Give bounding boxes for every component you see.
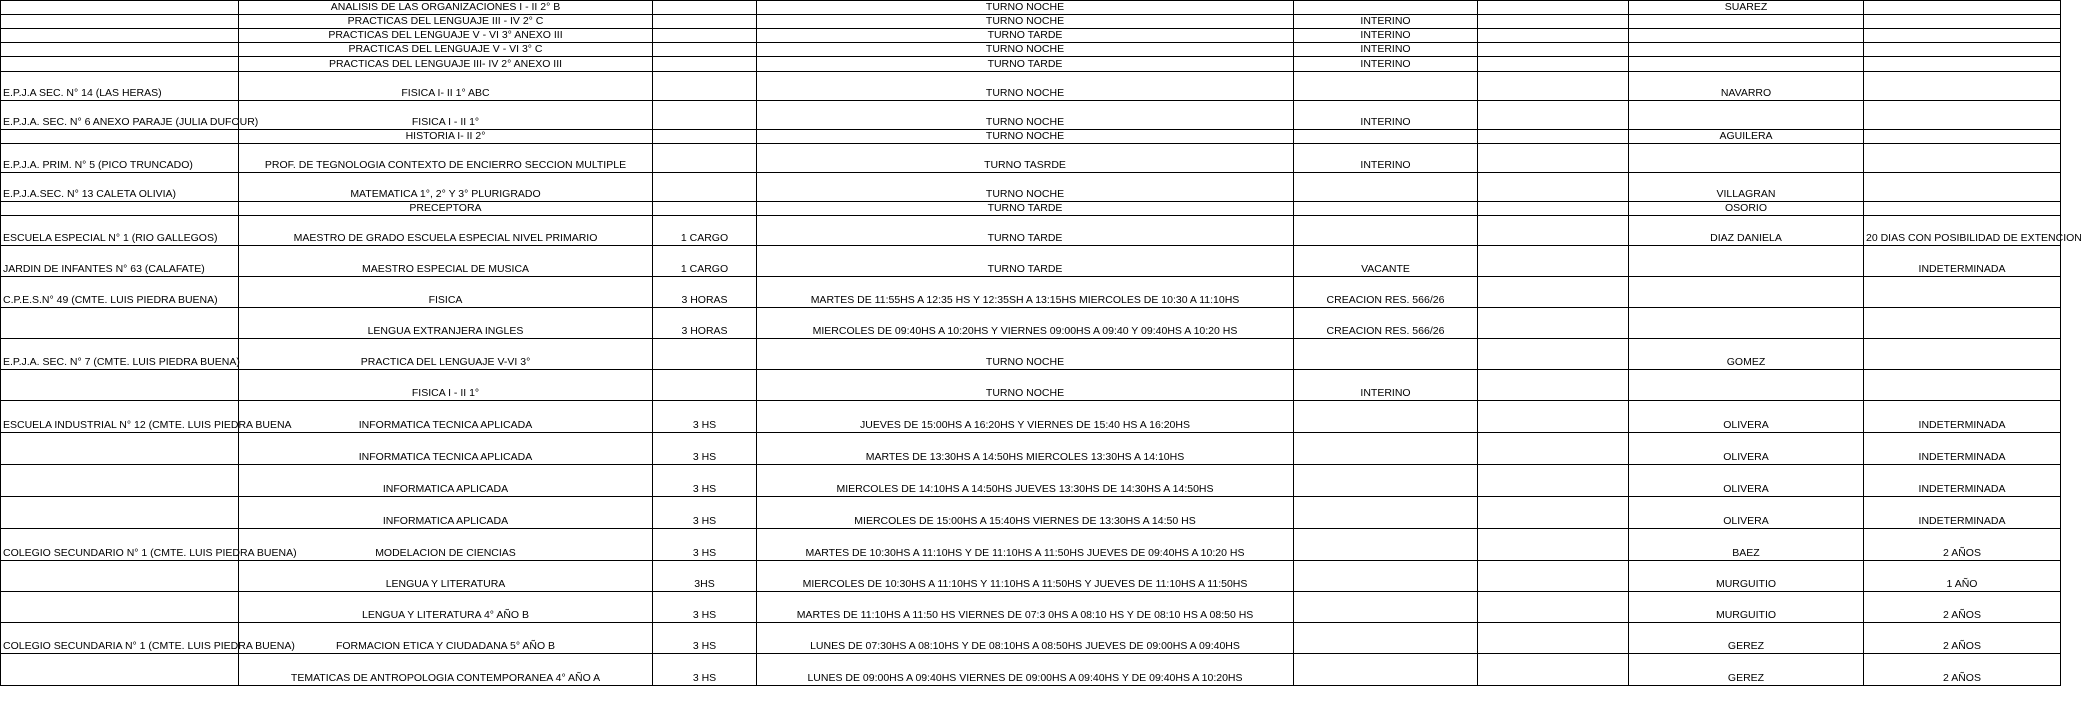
table-cell[interactable]: FORMACION ETICA Y CIUDADANA 5° AÑO B [239,623,653,654]
table-cell[interactable]: 1 CARGO [653,246,757,277]
table-row [1,246,2061,277]
table-cell[interactable] [1478,72,1629,101]
table-cell[interactable] [1864,101,2061,130]
table-cell[interactable] [1,15,239,29]
table-cell[interactable] [1478,101,1629,130]
table-cell[interactable]: DIAZ DANIELA [1629,216,1864,246]
table-cell[interactable] [1478,308,1629,339]
table-cell[interactable] [1478,130,1629,144]
table-cell[interactable]: FISICA I - II 1° [239,101,653,130]
table-cell[interactable] [1,433,239,465]
table-cell[interactable]: INFORMATICA TECNICA APLICADA [239,433,653,465]
table-cell[interactable] [1864,277,2061,308]
table-cell[interactable]: PROF. DE TEGNOLOGIA CONTEXTO DE ENCIERRO SECCION MULTIPLE [239,144,653,173]
table-cell[interactable]: HISTORIA I- II 2° [239,130,653,144]
table-cell[interactable]: TURNO TARDE [757,202,1294,216]
table-row [1,57,2061,72]
table-cell[interactable]: 3 HS [653,623,757,654]
table-cell[interactable] [1629,15,1864,29]
table-row [1,339,2061,370]
table-cell[interactable]: INTERINO [1294,144,1478,173]
table-cell[interactable]: TURNO TARDE [757,57,1294,72]
table-cell[interactable] [1294,497,1478,529]
table-cell[interactable] [1629,57,1864,72]
table-cell[interactable] [1478,561,1629,592]
table-cell[interactable]: TURNO TARDE [757,29,1294,43]
table-cell[interactable] [1294,465,1478,497]
table-body [1,1,2082,686]
table-cell[interactable] [1,1,239,15]
table-cell[interactable]: MURGUITIO [1629,592,1864,623]
table-cell[interactable] [1478,433,1629,465]
table-cell[interactable] [1478,246,1629,277]
table-cell[interactable]: NAVARRO [1629,72,1864,101]
table-cell[interactable]: JUEVES DE 15:00HS A 16:20HS Y VIERNES DE 15:40 HS A 16:20HS [757,401,1294,433]
table-cell[interactable]: PRECEPTORA [239,202,653,216]
table-cell[interactable] [653,29,757,43]
table-cell[interactable] [1478,43,1629,57]
table-cell[interactable]: 3 HORAS [653,277,757,308]
table-cell[interactable]: 2 AÑOS [1864,623,2061,654]
table-row [1,173,2061,202]
table-cell[interactable] [653,57,757,72]
table-cell[interactable] [653,15,757,29]
table-cell[interactable] [653,173,757,202]
table-cell[interactable] [1629,246,1864,277]
table-cell[interactable]: PRACTICAS DEL LENGUAJE V - VI 3° ANEXO III [239,29,653,43]
table-cell[interactable] [1,654,239,686]
table-cell[interactable]: CREACION RES. 566/26 [1294,277,1478,308]
table-cell[interactable]: LENGUA Y LITERATURA 4° AÑO B [239,592,653,623]
table-cell[interactable]: TURNO NOCHE [757,173,1294,202]
table-cell[interactable]: C.P.E.S.N° 49 (CMTE. LUIS PIEDRA BUENA) [1,277,239,308]
table-cell[interactable]: MURGUITIO [1629,561,1864,592]
table-cell[interactable]: TURNO NOCHE [757,1,1294,15]
table-cell[interactable]: TURNO NOCHE [757,130,1294,144]
table-cell[interactable] [1478,339,1629,370]
table-cell[interactable]: PRACTICAS DEL LENGUAJE V - VI 3° C [239,43,653,57]
table-cell[interactable] [1,308,239,339]
table-row [1,497,2061,529]
table-cell[interactable] [1478,173,1629,202]
table-cell[interactable]: MARTES DE 11:10HS A 11:50 HS VIERNES DE 07:3 0HS A 08:10 HS Y DE 08:10 HS A 08:50 HS [757,592,1294,623]
table-cell[interactable]: LUNES DE 09:00HS A 09:40HS VIERNES DE 09:00HS A 09:40HS Y DE 09:40HS A 10:20HS [757,654,1294,686]
table-cell[interactable]: MARTES DE 10:30HS A 11:10HS Y DE 11:10HS A 11:50HS JUEVES DE 09:40HS A 10:20 HS [757,529,1294,561]
table-row [1,370,2061,401]
table-cell[interactable] [1629,144,1864,173]
table-cell[interactable] [653,72,757,101]
table-cell[interactable] [653,370,757,401]
table-cell[interactable]: TURNO TARDE [757,216,1294,246]
table-cell[interactable] [1629,370,1864,401]
table-cell[interactable] [1864,308,2061,339]
table-cell[interactable] [653,101,757,130]
table-row [1,561,2061,592]
table-cell[interactable]: TURNO NOCHE [757,72,1294,101]
table-cell[interactable]: MODELACION DE CIENCIAS [239,529,653,561]
table-cell[interactable]: 3 HS [653,529,757,561]
table-cell[interactable]: INDETERMINADA [1864,497,2061,529]
table-cell[interactable]: MATEMATICA 1°, 2° Y 3° PLURIGRADO [239,173,653,202]
table-cell[interactable]: 3 HS [653,497,757,529]
table-cell[interactable]: TURNO NOCHE [757,101,1294,130]
table-row [1,130,2061,144]
table-cell[interactable]: INDETERMINADA [1864,465,2061,497]
table-cell[interactable] [1,43,239,57]
table-cell[interactable]: GEREZ [1629,654,1864,686]
table-cell[interactable] [1,592,239,623]
table-cell[interactable] [1478,401,1629,433]
table-cell[interactable]: TURNO NOCHE [757,43,1294,57]
table-cell[interactable]: FISICA [239,277,653,308]
table-row [1,308,2061,339]
table-cell[interactable] [1294,654,1478,686]
table-cell[interactable] [1,370,239,401]
table-cell[interactable] [1,202,239,216]
table-cell[interactable] [1,497,239,529]
table-row [1,592,2061,623]
table-cell[interactable] [1478,623,1629,654]
table-cell[interactable]: LUNES DE 07:30HS A 08:10HS Y DE 08:10HS A 08:50HS JUEVES DE 09:00HS A 09:40HS [757,623,1294,654]
table-cell[interactable]: 1 CARGO [653,216,757,246]
table-cell[interactable]: TURNO TARDE [757,246,1294,277]
table-cell[interactable]: E.P.J.A. SEC. N° 6 ANEXO PARAJE (JULIA DUFOUR) [1,101,239,130]
table-cell[interactable]: PRACTICA DEL LENGUAJE V-VI 3° [239,339,653,370]
table-cell[interactable]: TURNO NOCHE [757,339,1294,370]
table-cell[interactable] [1294,216,1478,246]
table-row [1,43,2061,57]
table-cell[interactable] [1,561,239,592]
table-cell[interactable] [1629,43,1864,57]
table-cell[interactable]: COLEGIO SECUNDARIO N° 1 (CMTE. LUIS PIEDRA BUENA) [1,529,239,561]
table-cell[interactable] [1864,72,2061,101]
table-cell[interactable] [1864,144,2061,173]
table-cell[interactable] [1478,497,1629,529]
table-cell[interactable]: VACANTE [1294,246,1478,277]
table-cell[interactable]: PRACTICAS DEL LENGUAJE III- IV 2° ANEXO III [239,57,653,72]
table-cell[interactable]: TURNO NOCHE [757,15,1294,29]
table-cell[interactable] [1294,339,1478,370]
table-cell[interactable]: INFORMATICA APLICADA [239,465,653,497]
table-cell[interactable]: OSORIO [1629,202,1864,216]
table-cell[interactable]: INTERINO [1294,43,1478,57]
table-cell[interactable]: GEREZ [1629,623,1864,654]
table-cell[interactable] [653,202,757,216]
table-cell[interactable]: TEMATICAS DE ANTROPOLOGIA CONTEMPORANEA 4° AÑO A [239,654,653,686]
table-cell[interactable]: MIERCOLES DE 14:10HS A 14:50HS JUEVES 13:30HS DE 14:30HS A 14:50HS [757,465,1294,497]
table-cell[interactable] [1478,29,1629,43]
table-cell[interactable]: 2 AÑOS [1864,592,2061,623]
table-cell[interactable]: TURNO NOCHE [757,370,1294,401]
table-cell[interactable]: INTERINO [1294,15,1478,29]
table-cell[interactable] [1294,623,1478,654]
table-cell[interactable] [1,57,239,72]
table-row [1,216,2061,246]
table-row [1,465,2061,497]
table-cell[interactable] [1478,465,1629,497]
table-row [1,29,2061,43]
table-cell[interactable]: OLIVERA [1629,497,1864,529]
table-row [1,101,2061,130]
table-cell[interactable] [1294,401,1478,433]
table-cell[interactable] [1864,130,2061,144]
table-cell[interactable]: 3HS [653,561,757,592]
table-cell[interactable]: BAEZ [1629,529,1864,561]
table-cell[interactable] [1294,433,1478,465]
table-cell[interactable] [1478,216,1629,246]
table-cell[interactable]: FISICA I - II 1° [239,370,653,401]
table-cell[interactable] [1864,339,2061,370]
table-row [1,1,2061,15]
table-cell[interactable]: E.P.J.A. SEC. N° 7 (CMTE. LUIS PIEDRA BUENA) [1,339,239,370]
table-row [1,654,2061,686]
table-cell[interactable] [1294,592,1478,623]
table-cell[interactable] [1629,277,1864,308]
table-row [1,623,2061,654]
table-cell[interactable]: FISICA I- II 1° ABC [239,72,653,101]
table-cell[interactable]: E.P.J.A SEC. N° 14 (LAS HERAS) [1,72,239,101]
table-cell[interactable]: 3 HS [653,401,757,433]
table-cell[interactable]: 3 HS [653,465,757,497]
table-cell[interactable]: MIERCOLES DE 15:00HS A 15:40HS VIERNES DE 13:30HS A 14:50 HS [757,497,1294,529]
table-row [1,202,2061,216]
table-cell[interactable]: INDETERMINADA [1864,246,2061,277]
table-cell[interactable]: MIERCOLES DE 10:30HS A 11:10HS Y 11:10HS A 11:50HS Y JUEVES DE 11:10HS A 11:50HS [757,561,1294,592]
table-cell[interactable] [1864,1,2061,15]
table-cell[interactable] [1864,43,2061,57]
table-cell[interactable] [1478,654,1629,686]
table-cell[interactable] [1294,173,1478,202]
table-row [1,277,2061,308]
table-cell[interactable] [1864,173,2061,202]
table-cell[interactable]: MIERCOLES DE 09:40HS A 10:20HS Y VIERNES 09:00HS A 09:40 Y 09:40HS A 10:20 HS [757,308,1294,339]
table-cell[interactable]: INDETERMINADA [1864,433,2061,465]
table-cell[interactable]: MAESTRO DE GRADO ESCUELA ESPECIAL NIVEL PRIMARIO [239,216,653,246]
table-cell[interactable]: MARTES DE 13:30HS A 14:50HS MIERCOLES 13:30HS A 14:10HS [757,433,1294,465]
table-cell[interactable]: SUAREZ [1629,1,1864,15]
table-cell[interactable] [1629,308,1864,339]
table-cell[interactable] [1478,202,1629,216]
table-row [1,401,2061,433]
table-cell[interactable]: ANALISIS DE LAS ORGANIZACIONES I - II 2° B [239,1,653,15]
table-cell[interactable]: PRACTICAS DEL LENGUAJE III - IV 2° C [239,15,653,29]
table-cell[interactable]: AGUILERA [1629,130,1864,144]
table-cell[interactable]: 3 HS [653,592,757,623]
table-cell[interactable] [1864,15,2061,29]
table-cell[interactable] [1478,592,1629,623]
table-cell[interactable]: 3 HS [653,433,757,465]
table-cell[interactable] [1294,561,1478,592]
table-cell[interactable] [1294,130,1478,144]
table-cell[interactable]: INFORMATICA TECNICA APLICADA [239,401,653,433]
table-cell[interactable] [1294,202,1478,216]
table-cell[interactable]: 3 HS [653,654,757,686]
table-cell[interactable] [1478,1,1629,15]
table-cell[interactable] [1478,529,1629,561]
table-cell[interactable]: E.P.J.A. PRIM. N° 5 (PICO TRUNCADO) [1,144,239,173]
table-cell[interactable]: MAESTRO ESPECIAL DE MUSICA [239,246,653,277]
table-cell[interactable] [653,130,757,144]
table-cell[interactable]: 2 AÑOS [1864,529,2061,561]
table-cell[interactable]: INTERINO [1294,370,1478,401]
table-row [1,72,2061,101]
table-cell[interactable]: INTERINO [1294,29,1478,43]
table-cell[interactable]: INTERINO [1294,57,1478,72]
table-row [1,529,2061,561]
table-cell[interactable]: JARDIN DE INFANTES N° 63 (CALAFATE) [1,246,239,277]
table-cell[interactable] [1,130,239,144]
table-row [1,144,2061,173]
table-cell[interactable]: 2 AÑOS [1864,654,2061,686]
table-cell[interactable]: TURNO TASRDE [757,144,1294,173]
table-cell[interactable] [1478,144,1629,173]
table-cell[interactable] [1864,29,2061,43]
table-row [1,433,2061,465]
table-cell[interactable]: INTERINO [1294,101,1478,130]
table-cell[interactable]: 3 HORAS [653,308,757,339]
table-cell[interactable]: COLEGIO SECUNDARIA N° 1 (CMTE. LUIS PIEDRA BUENA) [1,623,239,654]
table-cell[interactable] [1,465,239,497]
table-cell[interactable]: CREACION RES. 566/26 [1294,308,1478,339]
table-cell[interactable]: LENGUA Y LITERATURA [239,561,653,592]
table-cell[interactable] [1864,57,2061,72]
table-cell[interactable] [1864,370,2061,401]
table-cell[interactable] [1294,1,1478,15]
table-cell[interactable]: OLIVERA [1629,433,1864,465]
table-cell[interactable] [1864,202,2061,216]
table-cell[interactable]: E.P.J.A.SEC. N° 13 CALETA OLIVIA) [1,173,239,202]
table-cell[interactable]: INDETERMINADA [1864,401,2061,433]
table-cell[interactable] [1478,277,1629,308]
table-cell[interactable]: MARTES DE 11:55HS A 12:35 HS Y 12:35SH A 13:15HS MIERCOLES DE 10:30 A 11:10HS [757,277,1294,308]
table-cell[interactable]: 1 AÑO [1864,561,2061,592]
table-cell[interactable]: GOMEZ [1629,339,1864,370]
table-cell[interactable] [653,1,757,15]
table-cell[interactable]: ESCUELA ESPECIAL N° 1 (RIO GALLEGOS) [1,216,239,246]
table-cell[interactable] [653,144,757,173]
table-cell[interactable] [1294,529,1478,561]
table-cell[interactable]: VILLAGRAN [1629,173,1864,202]
table-cell[interactable]: INFORMATICA APLICADA [239,497,653,529]
table-row [1,15,2061,29]
table-cell[interactable]: OLIVERA [1629,401,1864,433]
table-cell[interactable] [653,339,757,370]
table-cell[interactable]: ESCUELA INDUSTRIAL N° 12 (CMTE. LUIS PIEDRA BUENA [1,401,239,433]
table-cell[interactable]: 20 DIAS CON POSIBILIDAD DE EXTENCION [1864,216,2061,246]
table-cell[interactable] [1294,72,1478,101]
table-cell[interactable] [1,29,239,43]
table-cell[interactable] [1629,29,1864,43]
table-cell[interactable] [1478,57,1629,72]
table-cell[interactable] [1478,370,1629,401]
table-cell[interactable] [653,43,757,57]
table-cell[interactable]: LENGUA EXTRANJERA INGLES [239,308,653,339]
table-cell[interactable] [1629,101,1864,130]
table-cell[interactable] [1478,15,1629,29]
table-cell[interactable]: OLIVERA [1629,465,1864,497]
